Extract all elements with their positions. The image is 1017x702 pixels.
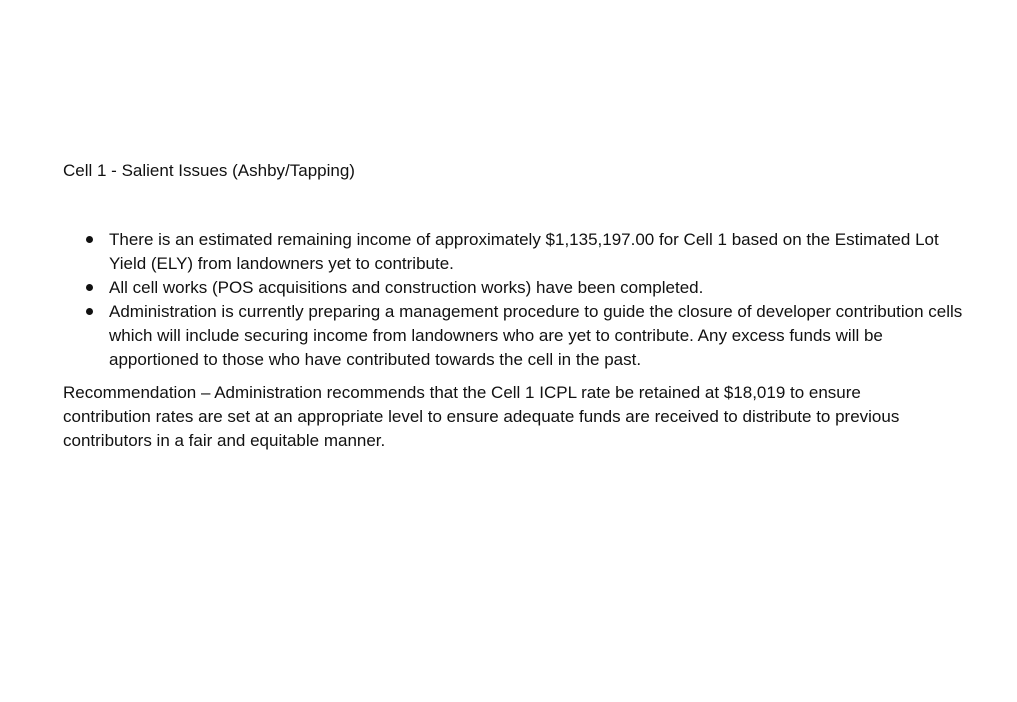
bullet-icon: [86, 236, 93, 243]
section-heading: Cell 1 - Salient Issues (Ashby/Tapping): [63, 161, 355, 180]
list-item: [0, 300, 964, 372]
list-item: [0, 276, 964, 300]
list-item-text: Administration is currently preparing a management procedure to guide the closure of developer contribution cells which will include securing income from landowners who are yet to contribute. Any excess funds will be apportioned to those who have contributed towards the cell in the past.: [109, 302, 963, 369]
bullet-icon: [86, 308, 93, 315]
list-item-text: There is an estimated remaining income of approximately $1,135,197.00 for Cell 1 based on the Estimated Lot Yield (ELY) from landowners yet to contribute.: [109, 230, 939, 273]
list-item-text: All cell works (POS acquisitions and construction works) have been completed.: [109, 278, 704, 297]
salient-issues-list: [0, 228, 1017, 372]
bullet-icon: [86, 284, 93, 291]
recommendation-paragraph: Recommendation – Administration recommends that the Cell 1 ICPL rate be retained at $18,019 to ensure contribution rates are set at an appropriate level to ensure adequate funds are received to distribute to previous contributors in a fair and equitable manner.: [63, 383, 900, 450]
list-item: [0, 228, 964, 276]
